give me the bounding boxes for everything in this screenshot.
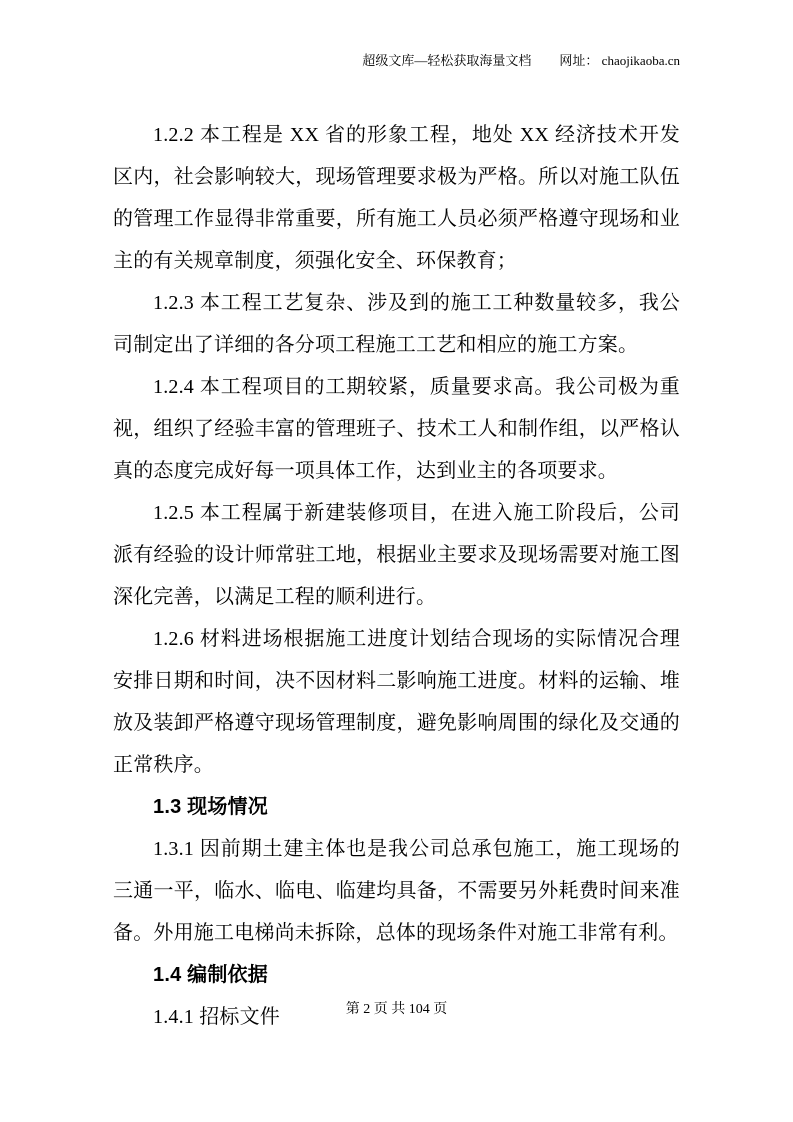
paragraph-1-2-6: 1.2.6 材料进场根据施工进度计划结合现场的实际情况合理安排日期和时间，决不因材料二影响施工进度。材料的运输、堆放及装卸严格遵守现场管理制度，避免影响周围的绿化及交通的正常秩序。 [113,628,680,776]
paragraph-1-2-3: 1.2.3 本工程工艺复杂、涉及到的施工工种数量较多，我公司制定出了详细的各分项工程施工工艺和相应的施工方案。 [113,292,680,356]
paragraph-1-2-5: 1.2.5 本工程属于新建装修项目，在进入施工阶段后，公司派有经验的设计师常驻工地，根据业主要求及现场需要对施工图深化完善，以满足工程的顺利进行。 [113,502,680,608]
paragraph-1-4-1: 1.4.1 招标文件 [153,1006,280,1028]
watermark-site-name: 超级文库—轻松获取海量文档 [362,53,532,68]
page-number-label: 第 2 页 共 104 页 [345,1002,448,1017]
section-heading-1-4: 1.4 编制依据 [153,964,268,986]
document-body [113,114,680,1038]
paragraph-1-2-2: 1.2.2 本工程是 XX 省的形象工程，地处 XX 经济技术开发区内，社会影响较大，现场管理要求极为严格。所以对施工队伍的管理工作显得非常重要，所有施工人员必须严格遵守现场和业主的有关规章制度，须强化安全、环保教育； [113,124,680,272]
page-header [113,52,680,70]
section-heading-1-3: 1.3 现场情况 [153,796,268,818]
page-footer [0,1000,793,1020]
watermark-site-url: 网址： chaojikaoba.cn [559,53,680,68]
paragraph-1-3-1: 1.3.1 因前期土建主体也是我公司总承包施工，施工现场的三通一平，临水、临电、临建均具备，不需要另外耗费时间来准备。外用施工电梯尚未拆除，总体的现场条件对施工非常有利。 [113,838,680,944]
paragraph-1-2-4: 1.2.4 本工程项目的工期较紧，质量要求高。我公司极为重视，组织了经验丰富的管理班子、技术工人和制作组，以严格认真的态度完成好每一项具体工作，达到业主的各项要求。 [113,376,680,482]
